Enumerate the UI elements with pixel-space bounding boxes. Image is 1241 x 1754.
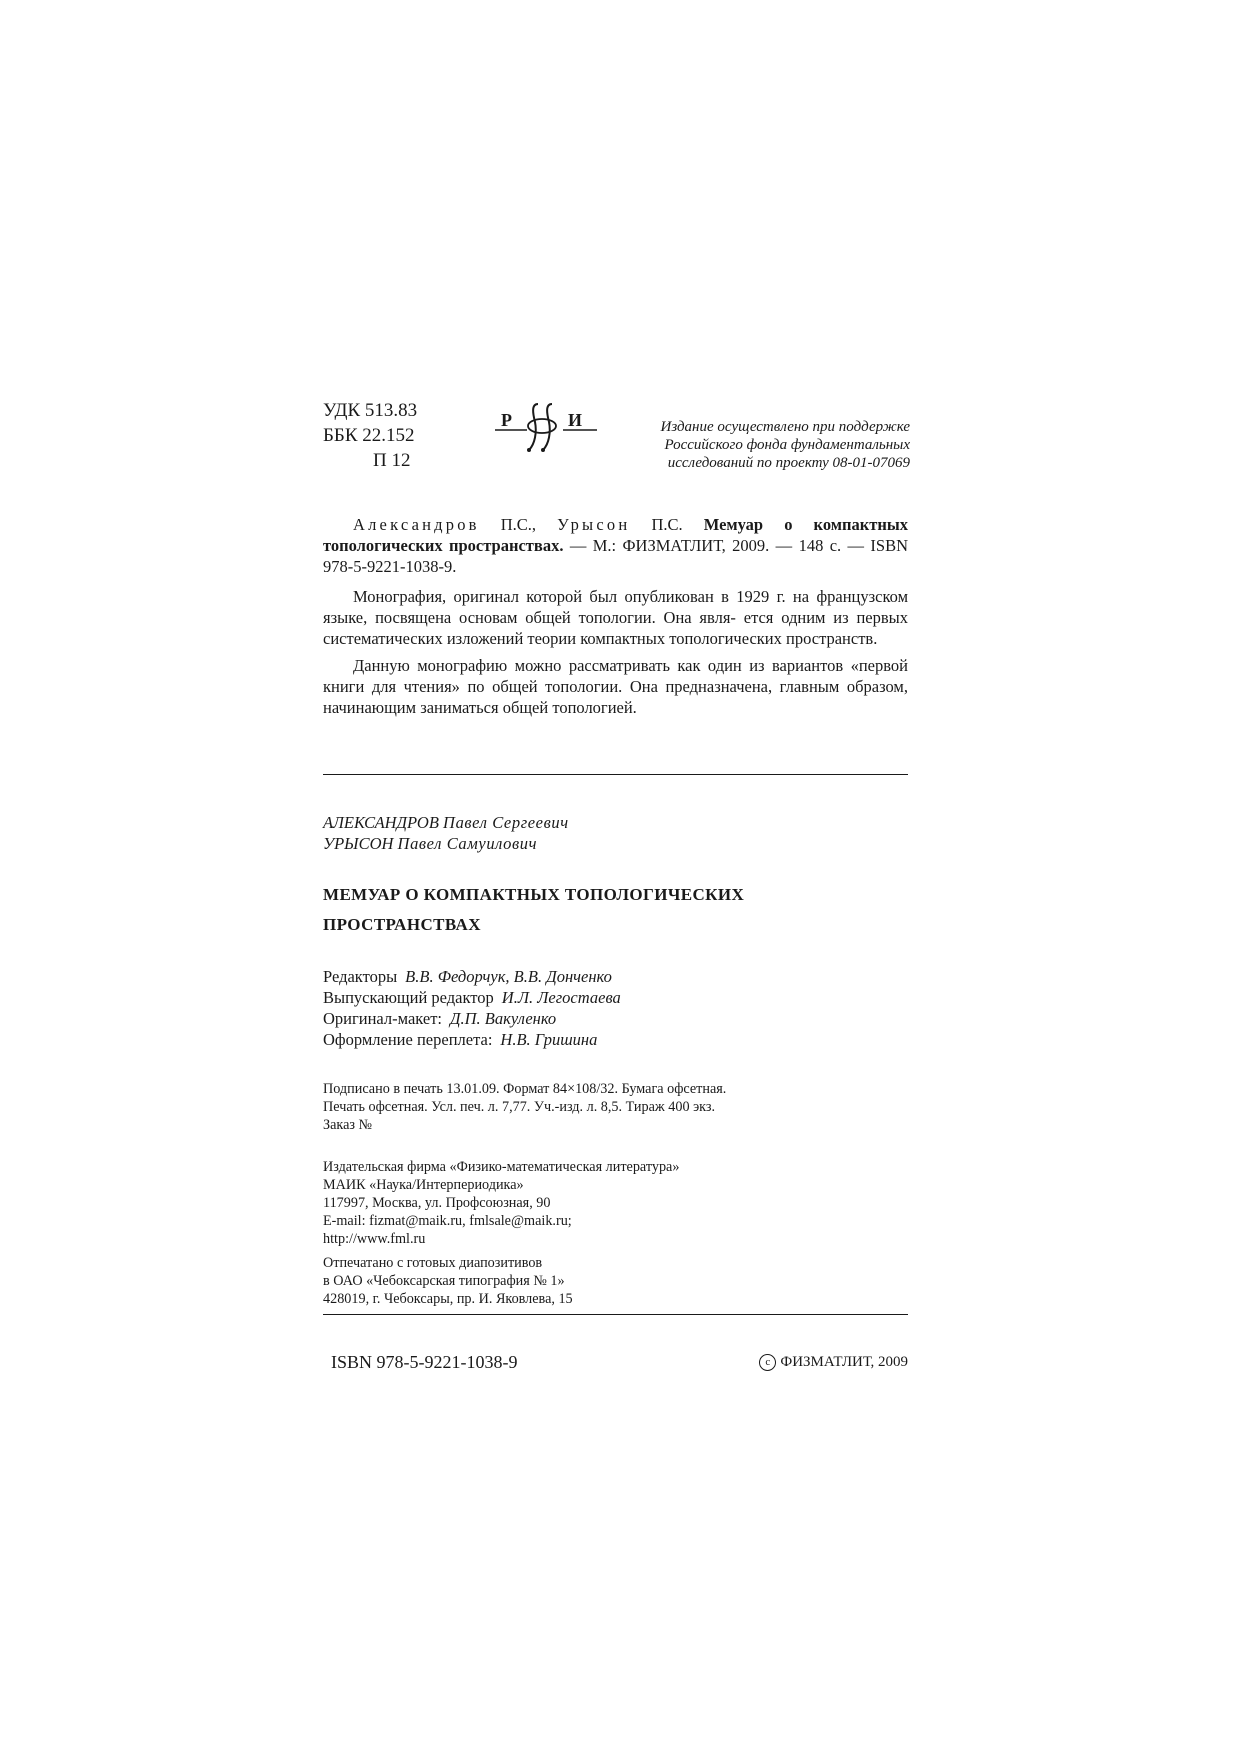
- credit-names: Н.В. Гришина: [500, 1030, 598, 1049]
- biblio-author2-initials: П.С.: [651, 515, 683, 534]
- copyright-icon: c: [759, 1354, 776, 1371]
- publisher-info: [323, 1158, 679, 1248]
- credit-names: И.Л. Легостаева: [501, 988, 621, 1007]
- logo-letter-left: Р: [501, 410, 512, 430]
- author-name: Павел Самуилович: [397, 834, 538, 853]
- publisher-line: Издательская фирма «Физико-математическая литература»: [323, 1159, 680, 1175]
- credit-role: Оригинал-макет:: [323, 1009, 442, 1028]
- copyright: [759, 1354, 908, 1371]
- biblio-author2: Урысон: [557, 515, 631, 534]
- credit-role: Выпускающий редактор: [323, 988, 494, 1007]
- support-line: исследований по проекту 08-01-07069: [667, 455, 910, 471]
- print-info: [323, 1080, 726, 1134]
- annotation-paragraph: [323, 655, 908, 718]
- publisher-line: МАИК «Наука/Интерпериодика»: [323, 1177, 524, 1193]
- support-line: Издание осуществлено при поддержке: [660, 419, 910, 435]
- footer-isbn: ISBN 978-5-9221-1038-9: [331, 1352, 518, 1372]
- book-title-line: ПРОСТРАНСТВАХ: [323, 915, 481, 934]
- printer-line: Отпечатано с готовых диапозитивов: [323, 1255, 543, 1271]
- credit-line: [323, 987, 621, 1008]
- support-line: Российского фонда фундаментальных: [664, 437, 910, 453]
- authors-block: [323, 812, 569, 854]
- bbk-code: ББК 22.152: [323, 425, 415, 446]
- annotation-line: ется одним из первых систематических изложений теории компактных: [323, 608, 908, 648]
- biblio-author1-initials: П.С.,: [500, 515, 537, 534]
- udk-code: УДК 513.83: [323, 400, 418, 421]
- publisher-line: http://www.fml.ru: [323, 1231, 426, 1247]
- credit-line: [323, 966, 621, 987]
- annotation-line: Монография, оригинал которой был опубликован в 1929 г. на: [353, 587, 810, 606]
- author-surname: АЛЕКСАНДРОВ: [323, 813, 439, 832]
- credit-names: В.В. Федорчук, В.В. Донченко: [405, 967, 612, 986]
- annotation-line: топологических пространств.: [669, 629, 878, 648]
- book-title-line: МЕМУАР О КОМПАКТНЫХ ТОПОЛОГИЧЕСКИХ: [323, 885, 745, 904]
- author-name: Павел Сергеевич: [443, 813, 569, 832]
- rffi-logo: [491, 400, 601, 456]
- annotation-paragraph: [323, 586, 908, 649]
- annotation-line: Данную монографию можно рассматривать как один из вариантов: [353, 656, 844, 675]
- biblio-author1: Александров: [353, 515, 480, 534]
- author-mark: П 12: [373, 450, 411, 471]
- author-line: [323, 812, 569, 833]
- biblio-title-cont: топологических пространствах.: [323, 536, 564, 555]
- biblio-imprint: — М.: ФИЗМАТЛИТ, 2009. —: [569, 536, 793, 555]
- biblio-pages-isbn: 148 с. — ISBN 978-5-9221-1038-9.: [323, 536, 909, 576]
- divider-rule: [323, 774, 908, 775]
- printer-line: 428019, г. Чебоксары, пр. И. Яковлева, 15: [323, 1291, 573, 1307]
- printer-line: в ОАО «Чебоксарская типография № 1»: [323, 1273, 565, 1289]
- classification-codes: [323, 398, 417, 473]
- annotation-line: главным образом, начинающим заниматься общей топологией.: [323, 677, 908, 717]
- credits-block: [323, 966, 621, 1050]
- printer-info: [323, 1254, 573, 1308]
- bibliographic-record: [323, 514, 908, 577]
- credit-line: [323, 1029, 621, 1050]
- credit-names: Д.П. Вакуленко: [450, 1009, 557, 1028]
- print-info-line: Печать офсетная. Усл. печ. л. 7,77. Уч.-изд. л. 8,5. Тираж 400 экз.: [323, 1099, 716, 1115]
- divider-rule: [323, 1314, 908, 1315]
- annotation-line: французском языке, посвящена основам общей топологии. Она явля-: [323, 587, 909, 627]
- print-info-line: Подписано в печать 13.01.09. Формат 84×108/32. Бумага офсетная.: [323, 1081, 727, 1097]
- credit-line: [323, 1008, 621, 1029]
- print-info-line: Заказ №: [323, 1117, 373, 1133]
- annotation: [323, 586, 908, 724]
- support-note: [610, 418, 910, 472]
- publisher-line: 117997, Москва, ул. Профсоюзная, 90: [323, 1195, 551, 1211]
- author-surname: УРЫСОН: [323, 834, 394, 853]
- biblio-title: Мемуар о компактных: [703, 515, 909, 534]
- author-line: [323, 833, 569, 854]
- annotation-line: «первой книги для чтения» по общей топологии. Она предназначена,: [323, 656, 908, 696]
- book-title: [323, 880, 908, 940]
- logo-letter-right: И: [568, 410, 583, 430]
- credit-role: Редакторы: [323, 967, 398, 986]
- copyright-text: ФИЗМАТЛИТ, 2009: [780, 1354, 908, 1370]
- publisher-line: E-mail: fizmat@maik.ru, fmlsale@maik.ru;: [323, 1213, 572, 1229]
- credit-role: Оформление переплета:: [323, 1030, 493, 1049]
